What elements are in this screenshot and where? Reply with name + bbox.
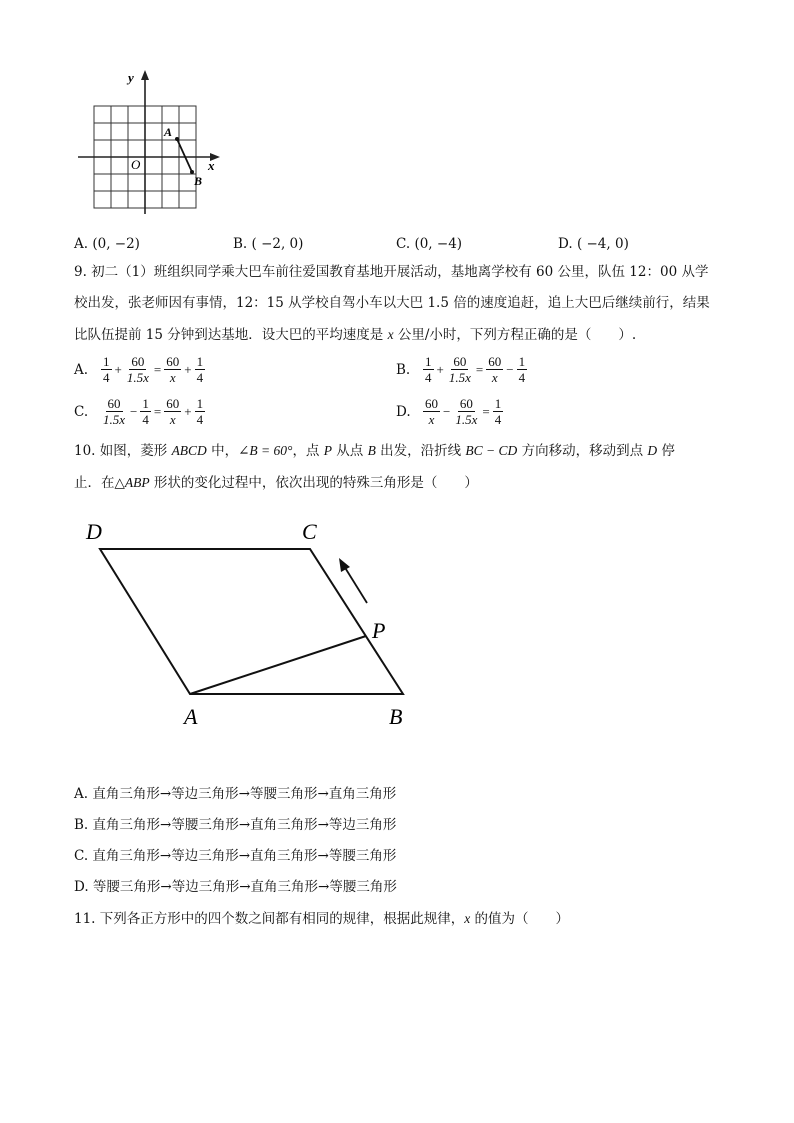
fraction: $\frac{60}{1.5x}$ [103,396,126,427]
option-letter: D. [558,236,573,252]
fraction: $\frac{1}{4}$ [425,354,432,385]
direction-arrow-line [344,566,367,603]
q8-option-d[interactable] [558,235,629,253]
option-text: (0, −4) [414,236,463,252]
q10-line-1: 10. 如图，菱形 ABCD 中，∠B = 60°，点 P 从点 B 出发，沿折线 BC − CD 方向移动，移动到点 D 停 [74,443,675,459]
option-text: (0, −2) [92,236,140,252]
origin-label: O [131,157,141,172]
rhombus-figure [80,512,420,732]
q8-option-c[interactable] [396,235,462,253]
q9-line-1: 9. 初二（1）班组织同学乘大巴车前往爱国教育基地开展活动，基地离学校有 60 公里，队伍 12：00 从学 [74,264,709,280]
q8-option-b[interactable] [233,235,303,253]
question-9-stem [74,257,734,351]
segment-ap [190,636,366,694]
fraction: $\frac{60}{x}$ [166,396,180,427]
q10-line-2: 止．在△ABP 形状的变化过程中，依次出现的特殊三角形是（ ） [74,475,478,491]
option-letter: D. [396,403,411,420]
q9-option-a[interactable]: A. $\frac{1}{4}$ + $\frac{60}{1.5x}$ = $\frac{60}{x}$ + $\frac{1}{4}$ [74,354,204,385]
fraction: $\frac{60}{1.5x}$ [448,354,471,385]
fraction: $\frac{1}{4}$ [518,354,526,385]
option-letter: B. [233,236,248,252]
option-text: ( −4, 0) [576,236,629,252]
q10-option-a[interactable]: A. 直角三角形→等边三角形→等腰三角形→直角三角形 [74,786,397,802]
fraction: $\frac{1}{4}$ [196,396,204,427]
fraction: $\frac{60}{x}$ [166,354,180,385]
q9-line-3: 比队伍提前 15 分钟到达基地．设大巴的平均速度是 x 公里/小时，下列方程正确的是（ ）. [74,327,637,343]
q10-option-d[interactable]: D. 等腰三角形→等边三角形→直角三角形→等腰三角形 [74,879,397,895]
fraction: $\frac{1}{4}$ [196,354,204,385]
vertex-a-label: A [184,704,198,729]
q9-option-d[interactable]: D. $\frac{60}{x}$ − $\frac{60}{1.5x}$ = $\frac{1}{4}$ [396,396,502,427]
fraction: $\frac{60}{1.5x}$ [126,354,149,385]
q9-option-b[interactable]: B. $\frac{1}{4}$ + $\frac{60}{1.5x}$ = $\frac{60}{x}$ − $\frac{1}{4}$ [396,354,526,385]
option-letter: A. [74,236,89,252]
q8-option-a[interactable] [74,235,140,253]
vertex-b-label: B [389,704,403,729]
fraction: $\frac{60}{1.5x}$ [455,396,478,427]
rhombus-abcd [100,549,403,694]
coordinate-grid-figure [70,66,230,216]
q10-option-c[interactable]: C. 直角三角形→等边三角形→直角三角形→等腰三角形 [74,848,397,864]
point-a-dot [175,137,179,141]
q10-option-b[interactable]: B. 直角三角形→等腰三角形→直角三角形→等边三角形 [74,817,397,833]
point-a-label: A [164,125,173,139]
direction-arrow-icon [339,558,350,572]
q10-options [74,779,734,903]
question-11-stem: 11. 下列各正方形中的四个数之间都有相同的规律，根据此规律，x 的值为（ ） [74,911,570,927]
option-letter: C. [74,403,89,420]
fraction: $\frac{1}{4}$ [103,354,110,385]
y-axis-label: y [128,70,134,85]
y-axis-arrow-icon [141,70,149,80]
point-p-label: P [372,618,386,643]
fraction: $\frac{60}{x}$ [488,354,502,385]
question-10-stem [74,435,734,499]
vertex-d-label: D [86,519,102,544]
q9-option-c[interactable]: C. $\frac{60}{1.5x}$ − $\frac{1}{4}$ = $\frac{60}{x}$ + $\frac{1}{4}$ [74,396,204,427]
x-axis-label: x [208,158,215,173]
fraction: $\frac{1}{4}$ [142,396,149,427]
vertex-c-label: C [302,519,317,544]
fraction: $\frac{1}{4}$ [494,396,502,427]
q9-line-2: 校出发，张老师因有事情，12：15 从学校自驾小车以大巴 1.5 倍的速度追赶，追上大巴后继续前行，结果 [74,295,710,311]
option-text: ( −2, 0) [251,236,304,252]
fraction: $\frac{60}{x}$ [425,396,438,427]
option-letter: C. [396,236,411,252]
option-letter: B. [396,361,411,378]
option-letter: A. [74,361,89,378]
point-b-label: B [194,174,203,188]
